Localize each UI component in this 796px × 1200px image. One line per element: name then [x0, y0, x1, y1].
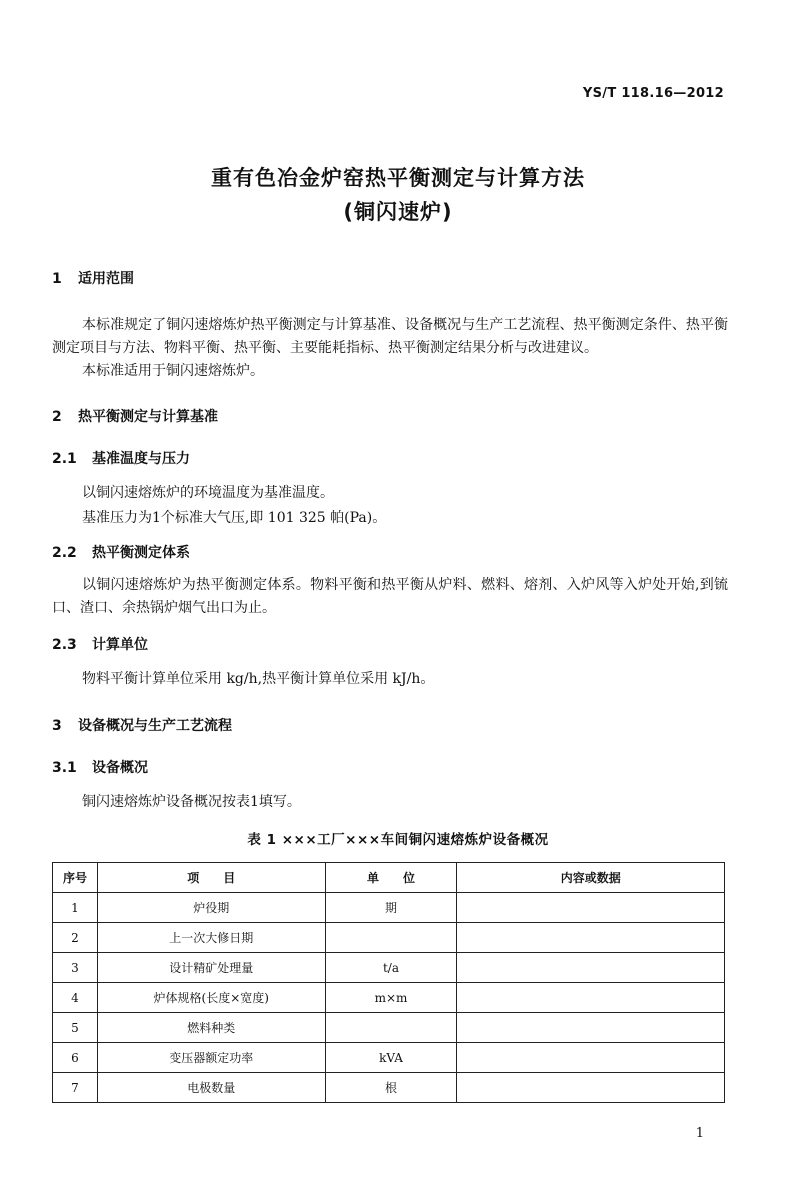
section-2-2-heading — [52, 542, 190, 562]
table-row — [53, 953, 725, 983]
section-3-1-paragraph-1: 铜闪速熔炼炉设备概况按表1填写。 — [82, 794, 301, 810]
standard-code: YS/T 118.16—2012 — [582, 86, 724, 101]
table-cell — [457, 1043, 725, 1073]
table-cell: 变压器额定功率 — [97, 1043, 325, 1073]
section-2-3-paragraph-1: 物料平衡计算单位采用 kg/h,热平衡计算单位采用 kJ/h。 — [82, 671, 435, 687]
section-number: 2 — [52, 409, 62, 425]
table-cell — [457, 953, 725, 983]
table-row — [53, 983, 725, 1013]
section-number: 1 — [52, 271, 62, 287]
section-number: 3.1 — [52, 760, 77, 776]
section-2-1-paragraph-2: 基准压力为1个标准大气压,即 101 325 帕(Pa)。 — [82, 510, 387, 526]
section-1-paragraph-1: 本标准规定了铜闪速熔炼炉热平衡测定与计算基准、设备概况与生产工艺流程、热平衡测定条件、热平衡测定项目与方法、物料平衡、热平衡、主要能耗指标、热平衡测定结果分析与改进建议。 — [52, 317, 728, 356]
table-row — [53, 893, 725, 923]
table-cell — [325, 923, 457, 953]
table-cell — [457, 1013, 725, 1043]
column-header-item: 项 目 — [97, 863, 325, 893]
section-2-2-paragraph-1: 以铜闪速熔炼炉为热平衡测定体系。物料平衡和热平衡从炉料、燃料、熔剂、入炉风等入炉处开始,到锍口、渣口、余热锅炉烟气出口为止。 — [52, 577, 728, 616]
table-cell: 炉役期 — [97, 893, 325, 923]
table-cell: 3 — [53, 953, 98, 983]
table-cell: 7 — [53, 1073, 98, 1103]
document-subtitle: (铜闪速炉) — [343, 200, 453, 224]
table-cell: 5 — [53, 1013, 98, 1043]
section-2-1-heading — [52, 448, 190, 468]
section-title: 计算单位 — [92, 637, 148, 653]
table-cell: t/a — [325, 953, 457, 983]
section-3-heading — [52, 715, 232, 735]
section-2-heading — [52, 406, 218, 426]
table-caption: 表 1 ×××工厂×××车间铜闪速熔炼炉设备概况 — [247, 832, 549, 848]
table-cell: 6 — [53, 1043, 98, 1073]
table-cell: 设计精矿处理量 — [97, 953, 325, 983]
column-header-number: 序号 — [53, 863, 98, 893]
table-cell — [457, 983, 725, 1013]
column-header-content: 内容或数据 — [457, 863, 725, 893]
table-cell: 期 — [325, 893, 457, 923]
table-row — [53, 923, 725, 953]
section-title: 设备概况与生产工艺流程 — [78, 718, 232, 734]
table-cell: 1 — [53, 893, 98, 923]
table-cell: m×m — [325, 983, 457, 1013]
table-cell: 电极数量 — [97, 1073, 325, 1103]
table-cell — [457, 923, 725, 953]
section-title: 设备概况 — [92, 760, 148, 776]
section-title: 基准温度与压力 — [92, 451, 190, 467]
section-1-paragraph-2: 本标准适用于铜闪速熔炼炉。 — [82, 363, 264, 379]
table-row — [53, 1043, 725, 1073]
section-2-1-paragraph-1: 以铜闪速熔炼炉的环境温度为基准温度。 — [82, 485, 334, 501]
section-3-1-heading — [52, 757, 148, 777]
table-cell — [457, 893, 725, 923]
section-2-3-heading — [52, 634, 148, 654]
table-cell: 2 — [53, 923, 98, 953]
column-header-unit: 单 位 — [325, 863, 457, 893]
section-title: 热平衡测定体系 — [92, 545, 190, 561]
table-header-row — [53, 863, 725, 893]
table-cell: 燃料种类 — [97, 1013, 325, 1043]
section-number: 2.1 — [52, 451, 77, 467]
table-cell — [325, 1013, 457, 1043]
table-row — [53, 1013, 725, 1043]
page-number: 1 — [695, 1126, 704, 1141]
section-number: 2.3 — [52, 637, 77, 653]
document-title: 重有色冶金炉窑热平衡测定与计算方法 — [211, 166, 585, 190]
table-cell: 上一次大修日期 — [97, 923, 325, 953]
table-cell: 4 — [53, 983, 98, 1013]
section-title: 热平衡测定与计算基准 — [78, 409, 218, 425]
table-row — [53, 1073, 725, 1103]
table-cell: 炉体规格(长度×宽度) — [97, 983, 325, 1013]
section-1-heading — [52, 268, 134, 288]
table-cell: kVA — [325, 1043, 457, 1073]
equipment-table — [52, 862, 725, 1103]
section-number: 3 — [52, 718, 62, 734]
section-title: 适用范围 — [78, 271, 134, 287]
section-number: 2.2 — [52, 545, 77, 561]
table-cell — [457, 1073, 725, 1103]
table-cell: 根 — [325, 1073, 457, 1103]
